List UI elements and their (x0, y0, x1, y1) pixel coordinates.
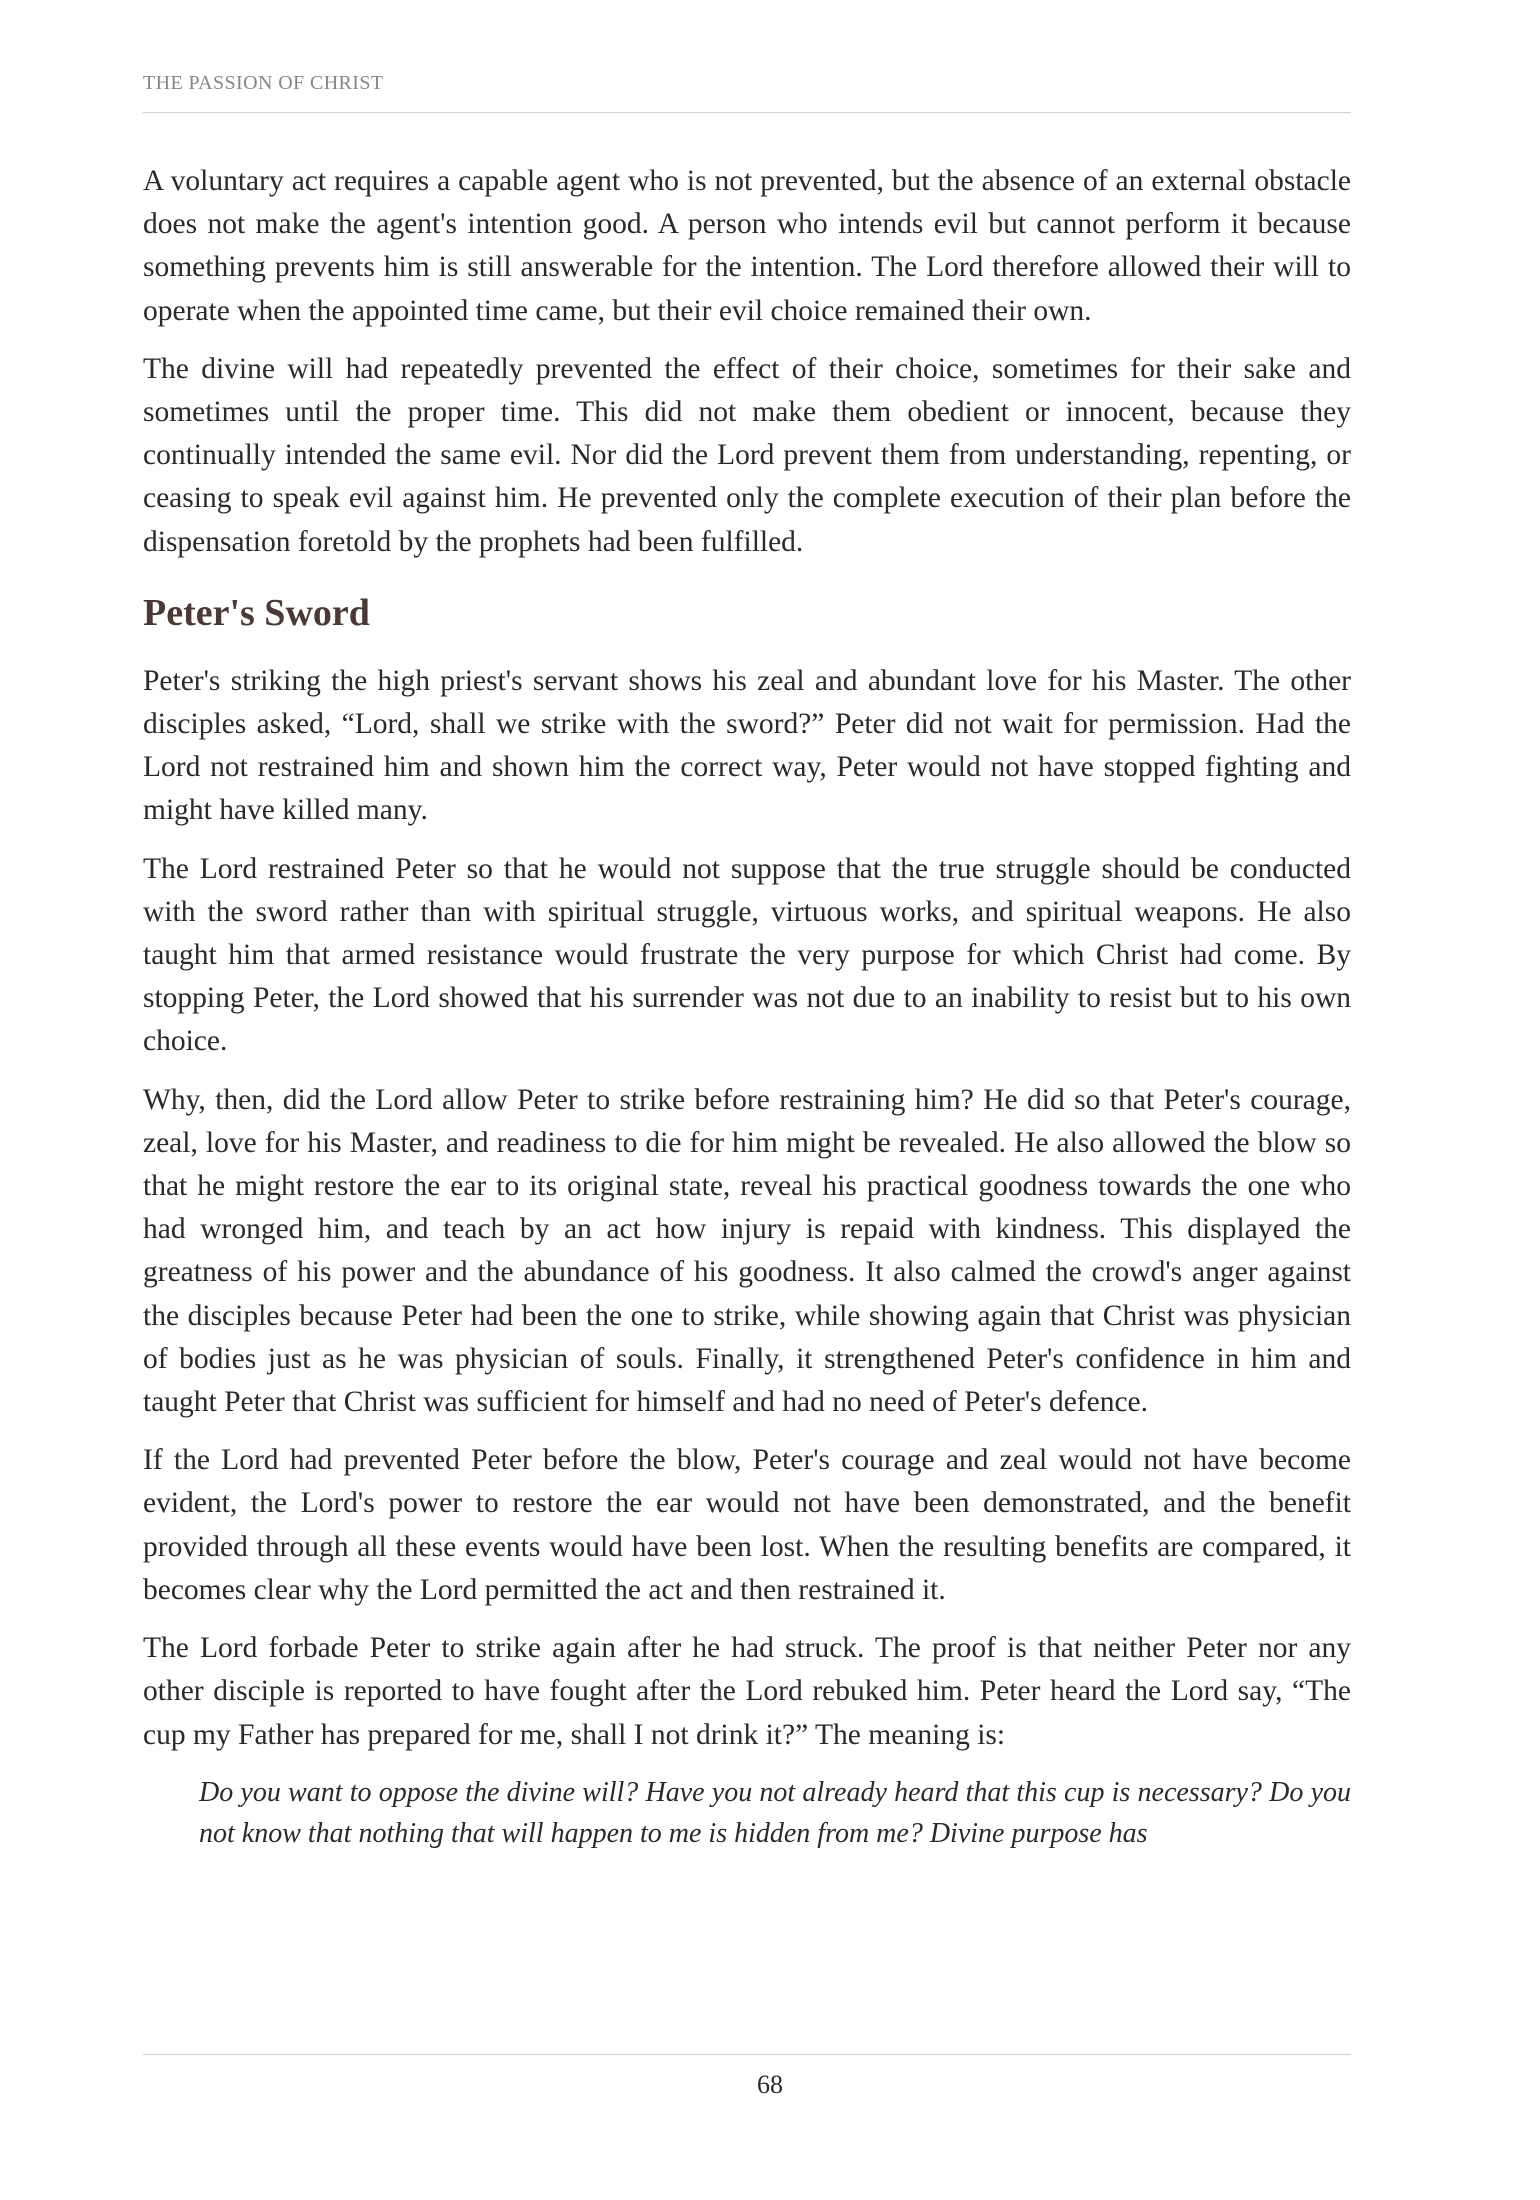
paragraph: The Lord forbade Peter to strike again after he had struck. The proof is that neither Peter nor any other disciple is reported to have fought after the Lord rebuked him. Peter heard the Lord say, “The cup my Father has prepared for me, shall I not drink it?” The meaning is: (143, 1632, 1351, 1751)
section-heading: Peter's Sword (143, 591, 370, 634)
paragraph: A voluntary act requires a capable agent who is not prevented, but the absence of an external obstacle does not make the agent's intention good. A person who intends evil but cannot perform it because something prevents him is still answerable for the intention. The Lord therefore allowed their will to operate when the appointed time came, but their evil choice remained their own. (143, 165, 1351, 327)
paragraph: Why, then, did the Lord allow Peter to strike before restraining him? He did so that Peter's courage, zeal, love for his Master, and readiness to die for him might be revealed. He also allowed the blow so that he might restore the ear to its original state, reveal his practical goodness towards the one who had wronged him, and teach by an act how injury is repaid with kindness. This displayed the greatness of his power and the abundance of his goodness. It also calmed the crowd's anger against the disciples because Peter had been the one to strike, while showing again that Christ was physician of bodies just as he was physician of souls. Finally, it strengthened Peter's confidence in him and taught Peter that Christ was sufficient for himself and had no need of Peter's defence. (143, 1083, 1351, 1419)
page-number: 68 (757, 2070, 783, 2099)
block-quote: Do you want to oppose the divine will? Have you not already heard that this cup is necessary? Do you not know that nothing that will happen to me is hidden from me? Divine purpose has (199, 1776, 1351, 1849)
paragraph: Peter's striking the high priest's servant shows his zeal and abundant love for his Master. The other disciples asked, “Lord, shall we strike with the sword?” Peter did not wait for permission. Had the Lord not restrained him and shown him the correct way, Peter would not have stopped fighting and might have killed many. (143, 664, 1351, 827)
running-title: THE PASSION OF CHRIST (143, 72, 384, 94)
running-header (143, 72, 1351, 113)
paragraph: The divine will had repeatedly prevented the effect of their choice, sometimes for their sake and sometimes until the proper time. This did not make them obedient or innocent, because they continually intended the same evil. Nor did the Lord prevent them from understanding, repenting, or ceasing to speak evil against him. He prevented only the complete execution of their plan before the dispensation foretold by the prophets had been fulfilled. (143, 352, 1351, 558)
footer-rule (143, 2054, 1351, 2055)
paragraph: The Lord restrained Peter so that he would not suppose that the true struggle should be conducted with the sword rather than with spiritual struggle, virtuous works, and spiritual weapons. He also taught him that armed resistance would frustrate the very purpose for which Christ had come. By stopping Peter, the Lord showed that his surrender was not due to an inability to resist but to his own choice. (143, 852, 1351, 1058)
page-body (143, 160, 1351, 1854)
paragraph: If the Lord had prevented Peter before the blow, Peter's courage and zeal would not have become evident, the Lord's power to restore the ear would not have been demonstrated, and the benefit provided through all these events would have been lost. When the resulting benefits are compared, it becomes clear why the Lord permitted the act and then restrained it. (143, 1444, 1351, 1606)
